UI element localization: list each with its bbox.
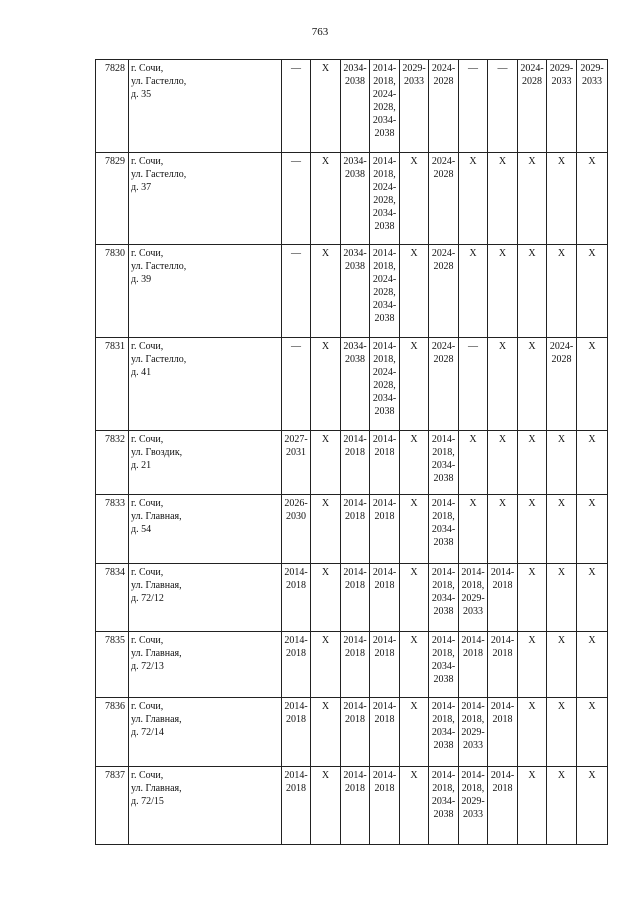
schedule-cell: 2014- 2018, 2029- 2033 — [459, 698, 488, 767]
schedule-cell: X — [311, 495, 341, 564]
address-line: д. 39 — [131, 274, 152, 285]
schedule-cell: 2014- 2018 — [341, 431, 370, 495]
schedule-cell: X — [400, 564, 429, 632]
schedule-cell: 2026- 2030 — [282, 495, 311, 564]
row-number: 7837 — [96, 767, 129, 845]
address-cell — [129, 245, 282, 338]
schedule-cell: 2034- 2038 — [341, 245, 370, 338]
schedule-cell: 2014- 2018 — [370, 767, 400, 845]
address-line: д. 72/15 — [131, 796, 164, 807]
address-cell — [129, 564, 282, 632]
schedule-cell: 2024- 2028 — [547, 338, 577, 431]
schedule-cell: 2014- 2018, 2024- 2028, 2034- 2038 — [370, 153, 400, 245]
table-row — [96, 767, 608, 845]
address-line: д. 72/14 — [131, 727, 164, 738]
table-row — [96, 60, 608, 153]
address-line: г. Сочи, — [131, 248, 164, 259]
schedule-cell: 2014- 2018 — [488, 632, 518, 698]
address-line: ул. Гастелло, — [131, 169, 187, 180]
schedule-cell: X — [577, 767, 608, 845]
schedule-cell: 2014- 2018 — [370, 698, 400, 767]
schedule-cell: X — [311, 632, 341, 698]
address-line: ул. Главная, — [131, 783, 182, 794]
address-line: г. Сочи, — [131, 701, 164, 712]
schedule-cell: X — [518, 767, 547, 845]
schedule-cell: X — [400, 153, 429, 245]
schedule-cell: 2014- 2018, 2029- 2033 — [459, 767, 488, 845]
schedule-cell: X — [311, 153, 341, 245]
schedule-cell: X — [311, 698, 341, 767]
row-number: 7832 — [96, 431, 129, 495]
schedule-cell: 2024- 2028 — [518, 60, 547, 153]
address-cell — [129, 431, 282, 495]
schedule-cell: X — [459, 431, 488, 495]
table-row — [96, 153, 608, 245]
schedule-cell: 2014- 2018 — [282, 632, 311, 698]
table-row — [96, 338, 608, 431]
table-row — [96, 431, 608, 495]
schedule-cell: X — [577, 431, 608, 495]
address-line: ул. Главная, — [131, 714, 182, 725]
address-line: ул. Главная, — [131, 580, 182, 591]
schedule-cell: 2024- 2028 — [429, 60, 459, 153]
schedule-cell: 2014- 2018 — [370, 431, 400, 495]
schedule-cell: X — [488, 431, 518, 495]
schedule-cell: 2014- 2018 — [282, 767, 311, 845]
schedule-cell: 2014- 2018 — [459, 632, 488, 698]
schedule-cell: X — [577, 698, 608, 767]
schedule-cell: 2027- 2031 — [282, 431, 311, 495]
schedule-cell: 2014- 2018 — [341, 767, 370, 845]
schedule-cell: 2029- 2033 — [577, 60, 608, 153]
address-line: г. Сочи, — [131, 635, 164, 646]
schedule-cell: X — [488, 495, 518, 564]
schedule-cell: 2024- 2028 — [429, 153, 459, 245]
schedule-cell: X — [311, 767, 341, 845]
schedule-cell: X — [459, 153, 488, 245]
schedule-cell: 2014- 2018, 2024- 2028, 2034- 2038 — [370, 338, 400, 431]
schedule-cell: X — [311, 60, 341, 153]
address-line: д. 21 — [131, 460, 152, 471]
schedule-cell: X — [400, 245, 429, 338]
schedule-cell: X — [547, 632, 577, 698]
schedule-cell: 2014- 2018 — [341, 698, 370, 767]
schedule-cell: 2034- 2038 — [341, 338, 370, 431]
schedule-cell: 2014- 2018 — [370, 495, 400, 564]
schedule-cell: 2014- 2018 — [282, 698, 311, 767]
schedule-cell: X — [400, 338, 429, 431]
address-cell — [129, 698, 282, 767]
address-line: г. Сочи, — [131, 63, 164, 74]
schedule-cell: X — [547, 153, 577, 245]
schedule-cell: 2014- 2018 — [341, 495, 370, 564]
schedule-cell: 2029- 2033 — [400, 60, 429, 153]
schedule-cell: X — [547, 698, 577, 767]
schedule-cell: 2034- 2038 — [341, 153, 370, 245]
schedule-cell: X — [488, 338, 518, 431]
schedule-cell: 2014- 2018, 2024- 2028, 2034- 2038 — [370, 60, 400, 153]
schedule-cell: — — [459, 60, 488, 153]
schedule-cell: X — [577, 245, 608, 338]
schedule-cell: X — [547, 564, 577, 632]
schedule-cell: X — [400, 431, 429, 495]
schedule-cell: X — [311, 564, 341, 632]
row-number: 7830 — [96, 245, 129, 338]
schedule-cell: 2014- 2018 — [488, 767, 518, 845]
row-number: 7828 — [96, 60, 129, 153]
schedule-cell: 2014- 2018, 2034- 2038 — [429, 495, 459, 564]
schedule-cell: X — [518, 495, 547, 564]
table-row — [96, 698, 608, 767]
schedule-cell: X — [518, 564, 547, 632]
schedule-cell: 2029- 2033 — [547, 60, 577, 153]
table-row — [96, 245, 608, 338]
address-line: г. Сочи, — [131, 341, 164, 352]
address-line: ул. Гастелло, — [131, 354, 187, 365]
schedule-cell: X — [518, 698, 547, 767]
schedule-cell: 2014- 2018, 2034- 2038 — [429, 698, 459, 767]
schedule-cell: 2014- 2018, 2034- 2038 — [429, 431, 459, 495]
schedule-cell: X — [547, 495, 577, 564]
schedule-cell: X — [577, 632, 608, 698]
schedule-cell: X — [488, 245, 518, 338]
address-line: г. Сочи, — [131, 498, 164, 509]
registry-table — [95, 59, 608, 845]
address-line: г. Сочи, — [131, 770, 164, 781]
schedule-cell: 2014- 2018 — [488, 698, 518, 767]
schedule-cell: X — [547, 431, 577, 495]
row-number: 7831 — [96, 338, 129, 431]
schedule-cell: — — [282, 245, 311, 338]
schedule-cell: X — [518, 632, 547, 698]
address-cell — [129, 60, 282, 153]
schedule-cell: X — [518, 153, 547, 245]
row-number: 7834 — [96, 564, 129, 632]
schedule-cell: 2014- 2018 — [282, 564, 311, 632]
schedule-cell: 2014- 2018 — [341, 564, 370, 632]
schedule-cell: X — [547, 767, 577, 845]
schedule-cell: 2014- 2018, 2024- 2028, 2034- 2038 — [370, 245, 400, 338]
address-line: д. 35 — [131, 89, 152, 100]
address-line: г. Сочи, — [131, 434, 164, 445]
address-line: ул. Гастелло, — [131, 76, 187, 87]
schedule-cell: X — [577, 338, 608, 431]
address-cell — [129, 632, 282, 698]
table-row — [96, 632, 608, 698]
schedule-cell: X — [488, 153, 518, 245]
schedule-cell: — — [459, 338, 488, 431]
address-line: ул. Гвоздик, — [131, 447, 183, 458]
address-line: ул. Главная, — [131, 511, 182, 522]
table-row — [96, 564, 608, 632]
schedule-cell: X — [311, 431, 341, 495]
address-line: д. 41 — [131, 367, 152, 378]
address-line: г. Сочи, — [131, 156, 164, 167]
schedule-cell: — — [282, 153, 311, 245]
schedule-cell: X — [518, 431, 547, 495]
schedule-cell: X — [547, 245, 577, 338]
schedule-cell: — — [282, 338, 311, 431]
address-line: ул. Гастелло, — [131, 261, 187, 272]
row-number: 7833 — [96, 495, 129, 564]
schedule-cell: 2014- 2018 — [370, 632, 400, 698]
schedule-cell: X — [518, 338, 547, 431]
schedule-cell: X — [577, 495, 608, 564]
address-cell — [129, 495, 282, 564]
address-line: д. 72/13 — [131, 661, 164, 672]
address-cell — [129, 153, 282, 245]
registry-table-body — [96, 60, 608, 845]
row-number: 7836 — [96, 698, 129, 767]
schedule-cell: X — [400, 698, 429, 767]
schedule-cell: 2024- 2028 — [429, 338, 459, 431]
row-number: 7829 — [96, 153, 129, 245]
address-line: ул. Главная, — [131, 648, 182, 659]
address-cell — [129, 767, 282, 845]
schedule-cell: 2024- 2028 — [429, 245, 459, 338]
schedule-cell: X — [400, 632, 429, 698]
schedule-cell: X — [311, 338, 341, 431]
schedule-cell: — — [488, 60, 518, 153]
row-number: 7835 — [96, 632, 129, 698]
address-cell — [129, 338, 282, 431]
schedule-cell: 2014- 2018 — [341, 632, 370, 698]
schedule-cell: — — [282, 60, 311, 153]
schedule-cell: 2014- 2018 — [488, 564, 518, 632]
schedule-cell: X — [400, 767, 429, 845]
schedule-cell: X — [577, 564, 608, 632]
schedule-cell: 2034- 2038 — [341, 60, 370, 153]
address-line: г. Сочи, — [131, 567, 164, 578]
schedule-cell: 2014- 2018, 2034- 2038 — [429, 564, 459, 632]
schedule-cell: X — [459, 245, 488, 338]
schedule-cell: X — [400, 495, 429, 564]
page-number: 763 — [311, 26, 329, 38]
schedule-cell: 2014- 2018, 2034- 2038 — [429, 632, 459, 698]
schedule-cell: X — [518, 245, 547, 338]
schedule-cell: X — [459, 495, 488, 564]
schedule-cell: 2014- 2018, 2029- 2033 — [459, 564, 488, 632]
address-line: д. 72/12 — [131, 593, 164, 604]
schedule-cell: 2014- 2018, 2034- 2038 — [429, 767, 459, 845]
schedule-cell: X — [311, 245, 341, 338]
address-line: д. 37 — [131, 182, 152, 193]
schedule-cell: X — [577, 153, 608, 245]
schedule-cell: 2014- 2018 — [370, 564, 400, 632]
address-line: д. 54 — [131, 524, 152, 535]
table-row — [96, 495, 608, 564]
